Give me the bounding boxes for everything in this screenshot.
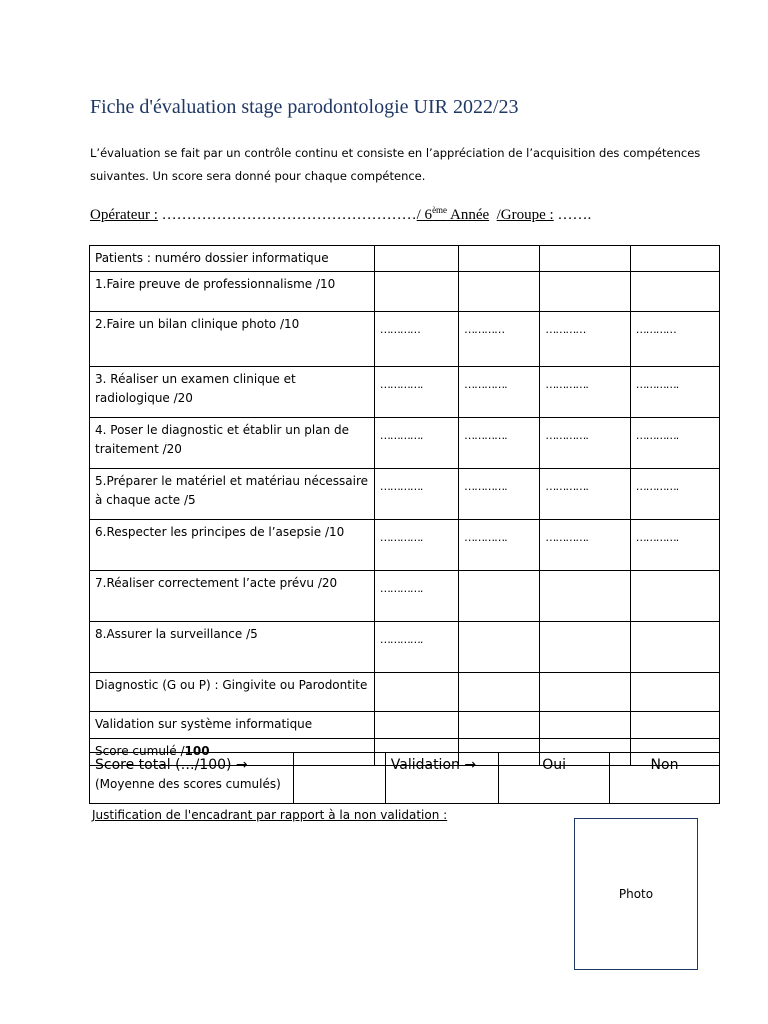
score-total-value-cell[interactable]	[294, 753, 386, 804]
score-cell[interactable]	[459, 312, 540, 367]
score-cell[interactable]	[630, 469, 719, 520]
table-row	[90, 367, 720, 418]
intro-line-1: L’évaluation se fait par un contrôle continu et consiste en l’appréciation de l’acquisition des compétences	[90, 146, 701, 160]
score-placeholder: …………	[379, 323, 420, 336]
score-cell[interactable]	[459, 712, 540, 739]
score-placeholder: ………….	[635, 531, 679, 544]
operator-label: Opérateur :	[90, 207, 158, 223]
table-row	[90, 571, 720, 622]
score-placeholder: ………….	[545, 429, 588, 442]
score-cell[interactable]	[459, 418, 540, 469]
total-table	[89, 752, 720, 804]
row-label: 4. Poser le diagnostic et établir un plan de traitement /20	[90, 418, 375, 469]
score-placeholder: …………	[464, 323, 505, 336]
score-cell[interactable]	[630, 367, 719, 418]
score-cell[interactable]	[459, 272, 540, 312]
score-cell[interactable]	[540, 520, 630, 571]
score-placeholder: ………….	[464, 480, 507, 493]
score-cell[interactable]	[459, 673, 540, 712]
operator-dots[interactable]: ……………………………………………	[157, 207, 417, 223]
score-cell[interactable]	[374, 622, 458, 673]
evaluation-table	[89, 245, 720, 766]
row-label: 7.Réaliser correctement l’acte prévu /20	[90, 571, 375, 622]
score-cell[interactable]	[374, 520, 458, 571]
intro-line-2: suivantes. Un score sera donné pour chaque compétence.	[90, 169, 426, 183]
score-placeholder: …………	[545, 323, 586, 336]
score-cell[interactable]	[374, 673, 458, 712]
score-cell[interactable]	[540, 673, 630, 712]
score-placeholder: ………….	[464, 378, 507, 391]
score-cell[interactable]	[630, 312, 719, 367]
score-placeholder: ………….	[545, 480, 588, 493]
score-total-sub: (Moyenne des scores cumulés)	[95, 777, 281, 791]
operator-line	[90, 205, 591, 224]
table-row	[90, 520, 720, 571]
score-cell[interactable]	[540, 469, 630, 520]
score-cell[interactable]	[374, 367, 458, 418]
score-cell[interactable]	[459, 622, 540, 673]
total-row	[90, 753, 720, 804]
score-placeholder: ………….	[379, 429, 423, 442]
score-cell[interactable]	[374, 469, 458, 520]
score-placeholder: ………….	[545, 378, 588, 391]
evaluation-table-body	[90, 246, 720, 766]
score-cell[interactable]	[540, 418, 630, 469]
score-placeholder: …………	[635, 323, 676, 336]
score-placeholder: ………….	[379, 378, 423, 391]
row-label: 5.Préparer le matériel et matériau nécessaire à chaque acte /5	[90, 469, 375, 520]
score-cell[interactable]	[374, 418, 458, 469]
score-total-label: Score total (…/100) →	[95, 757, 248, 773]
row-label: Validation sur système informatique	[90, 712, 375, 739]
score-cell[interactable]	[459, 571, 540, 622]
score-total-cell	[90, 753, 294, 804]
table-row	[90, 272, 720, 312]
score-cell[interactable]	[459, 246, 540, 272]
page-title: Fiche d'évaluation stage parodontologie UIR 2022/23	[90, 96, 519, 118]
validation-label: Validation →	[385, 753, 499, 804]
score-cell[interactable]	[540, 622, 630, 673]
score-cell[interactable]	[459, 520, 540, 571]
score-cell[interactable]	[630, 272, 719, 312]
row-label: 6.Respecter les principes de l’asepsie /10	[90, 520, 375, 571]
table-row	[90, 673, 720, 712]
table-row	[90, 246, 720, 272]
score-cell[interactable]	[374, 712, 458, 739]
score-cell[interactable]	[630, 246, 719, 272]
score-cell[interactable]	[630, 571, 719, 622]
table-row	[90, 469, 720, 520]
groupe-dots[interactable]: …….	[553, 207, 592, 223]
table-row	[90, 622, 720, 673]
score-cell[interactable]	[540, 367, 630, 418]
score-cell[interactable]	[374, 246, 458, 272]
photo-box	[574, 818, 698, 970]
score-placeholder: ………….	[464, 531, 507, 544]
score-cell[interactable]	[630, 520, 719, 571]
row-label: 3. Réaliser un examen clinique et radiologique /20	[90, 367, 375, 418]
photo-label: Photo	[618, 887, 654, 901]
row-label: 2.Faire un bilan clinique photo /10	[90, 312, 375, 367]
table-row	[90, 418, 720, 469]
row-label: 8.Assurer la surveillance /5	[90, 622, 375, 673]
validation-non[interactable]: Non	[610, 753, 720, 804]
score-cell[interactable]	[630, 622, 719, 673]
score-cell[interactable]	[374, 312, 458, 367]
intro-text	[90, 142, 730, 188]
score-cell[interactable]	[630, 673, 719, 712]
annee-field: / 6ème Année	[416, 205, 490, 223]
score-placeholder: ………….	[379, 480, 423, 493]
row-label: Diagnostic (G ou P) : Gingivite ou Parodontite	[90, 673, 375, 712]
score-placeholder: ………….	[379, 633, 423, 646]
table-row	[90, 312, 720, 367]
groupe-label: /Groupe :	[496, 207, 554, 223]
row-label: 1.Faire preuve de professionnalisme /10	[90, 272, 375, 312]
score-cell[interactable]	[540, 571, 630, 622]
score-cell[interactable]	[630, 712, 719, 739]
justification-label: Justification de l'encadrant par rapport à la non validation :	[92, 808, 448, 822]
score-cell[interactable]	[540, 712, 630, 739]
score-placeholder: ………….	[635, 480, 679, 493]
score-placeholder: ………….	[635, 429, 679, 442]
score-cell[interactable]	[540, 246, 630, 272]
score-placeholder: ………….	[464, 429, 507, 442]
score-cell[interactable]	[374, 272, 458, 312]
score-cell[interactable]	[540, 272, 630, 312]
row-label: Score cumulé /100	[90, 739, 375, 766]
row-label: Patients : numéro dossier informatique	[90, 246, 375, 272]
score-placeholder: ………….	[379, 531, 423, 544]
validation-oui[interactable]: Oui	[499, 753, 610, 804]
score-placeholder: ………….	[545, 531, 588, 544]
score-cell[interactable]	[459, 469, 540, 520]
score-placeholder: ………….	[635, 378, 679, 391]
score-cell[interactable]	[630, 418, 719, 469]
table-row	[90, 712, 720, 739]
score-cell[interactable]	[459, 367, 540, 418]
score-cell[interactable]	[374, 571, 458, 622]
score-placeholder: ………….	[379, 582, 423, 595]
score-cell[interactable]	[540, 312, 630, 367]
